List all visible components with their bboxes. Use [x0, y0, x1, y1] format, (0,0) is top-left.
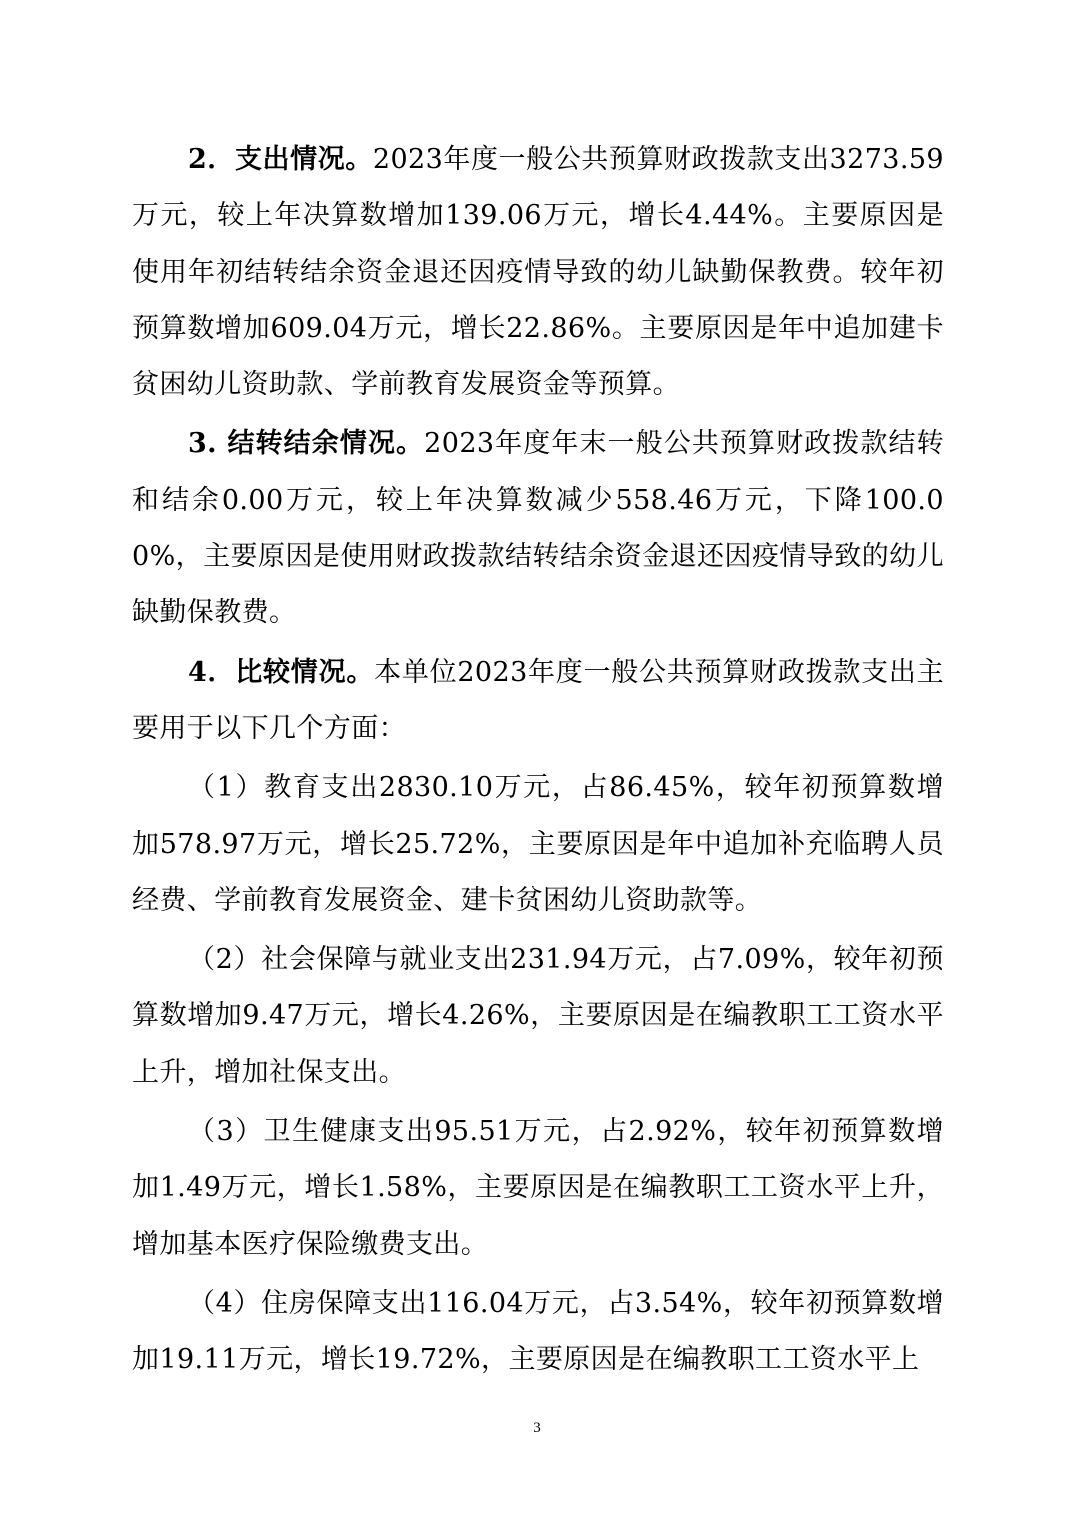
paragraph-education: [132, 760, 944, 929]
paragraph-heading: 2．支出情况。: [188, 144, 373, 175]
paragraph-health: [132, 1104, 944, 1273]
paragraph-heading: 3. 结转结余情况。: [188, 428, 425, 460]
paragraph-text: （3）卫生健康支出95.51万元，占2.92%，较年初预算数增加1.49万元，增长1.58%，主要原因是在编教职工工资水平上升，增加基本医疗保险缴费支出。: [132, 1116, 944, 1260]
paragraph-text: （4）住房保障支出116.04万元，占3.54%，较年初预算数增加19.11万元，增长19.72%，主要原因是在编教职工工资水平上: [132, 1287, 944, 1376]
paragraph-social-security: [132, 932, 944, 1101]
paragraph-text: 本单位2023年度一般公共预算财政拨款支出主要用于以下几个方面：: [132, 656, 944, 744]
document-body: [132, 132, 944, 1392]
paragraph-expenditure: [132, 132, 944, 413]
paragraph-comparison: [132, 645, 944, 758]
paragraph-heading: 4．比较情况。: [188, 656, 375, 688]
paragraph-text: （1）教育支出2830.10万元，占86.45%，较年初预算数增加578.97万元，增长25.72%，主要原因是年中追加补充临聘人员经费、学前教育发展资金、建卡贫困幼儿资助款等。: [132, 772, 944, 916]
paragraph-text: 2023年度年末一般公共预算财政拨款结转和结余0.00万元，较上年决算数减少558.46万元，下降100.00%，主要原因是使用财政拨款结转结余资金退还因疫情导致的幼儿缺勤保教费。: [132, 428, 944, 629]
paragraph-carryover: [132, 416, 944, 641]
paragraph-text: （2）社会保障与就业支出231.94万元，占7.09%，较年初预算数增加9.47万元，增长4.26%，主要原因是在编教职工工资水平上升，增加社保支出。: [132, 944, 944, 1088]
page-number: 3: [533, 1420, 541, 1436]
paragraph-text: 2023年度一般公共预算财政拨款支出3273.59万元，较上年决算数增加139.06万元，增长4.44%。主要原因是使用年初结转结余资金退还因疫情导致的幼儿缺勤保教费。较年初预算数增加609.04万元，增长22.86%。主要原因是年中追加建卡贫困幼儿资助款、学前教育发展资金等预算。: [132, 144, 944, 401]
paragraph-housing: [132, 1276, 944, 1389]
